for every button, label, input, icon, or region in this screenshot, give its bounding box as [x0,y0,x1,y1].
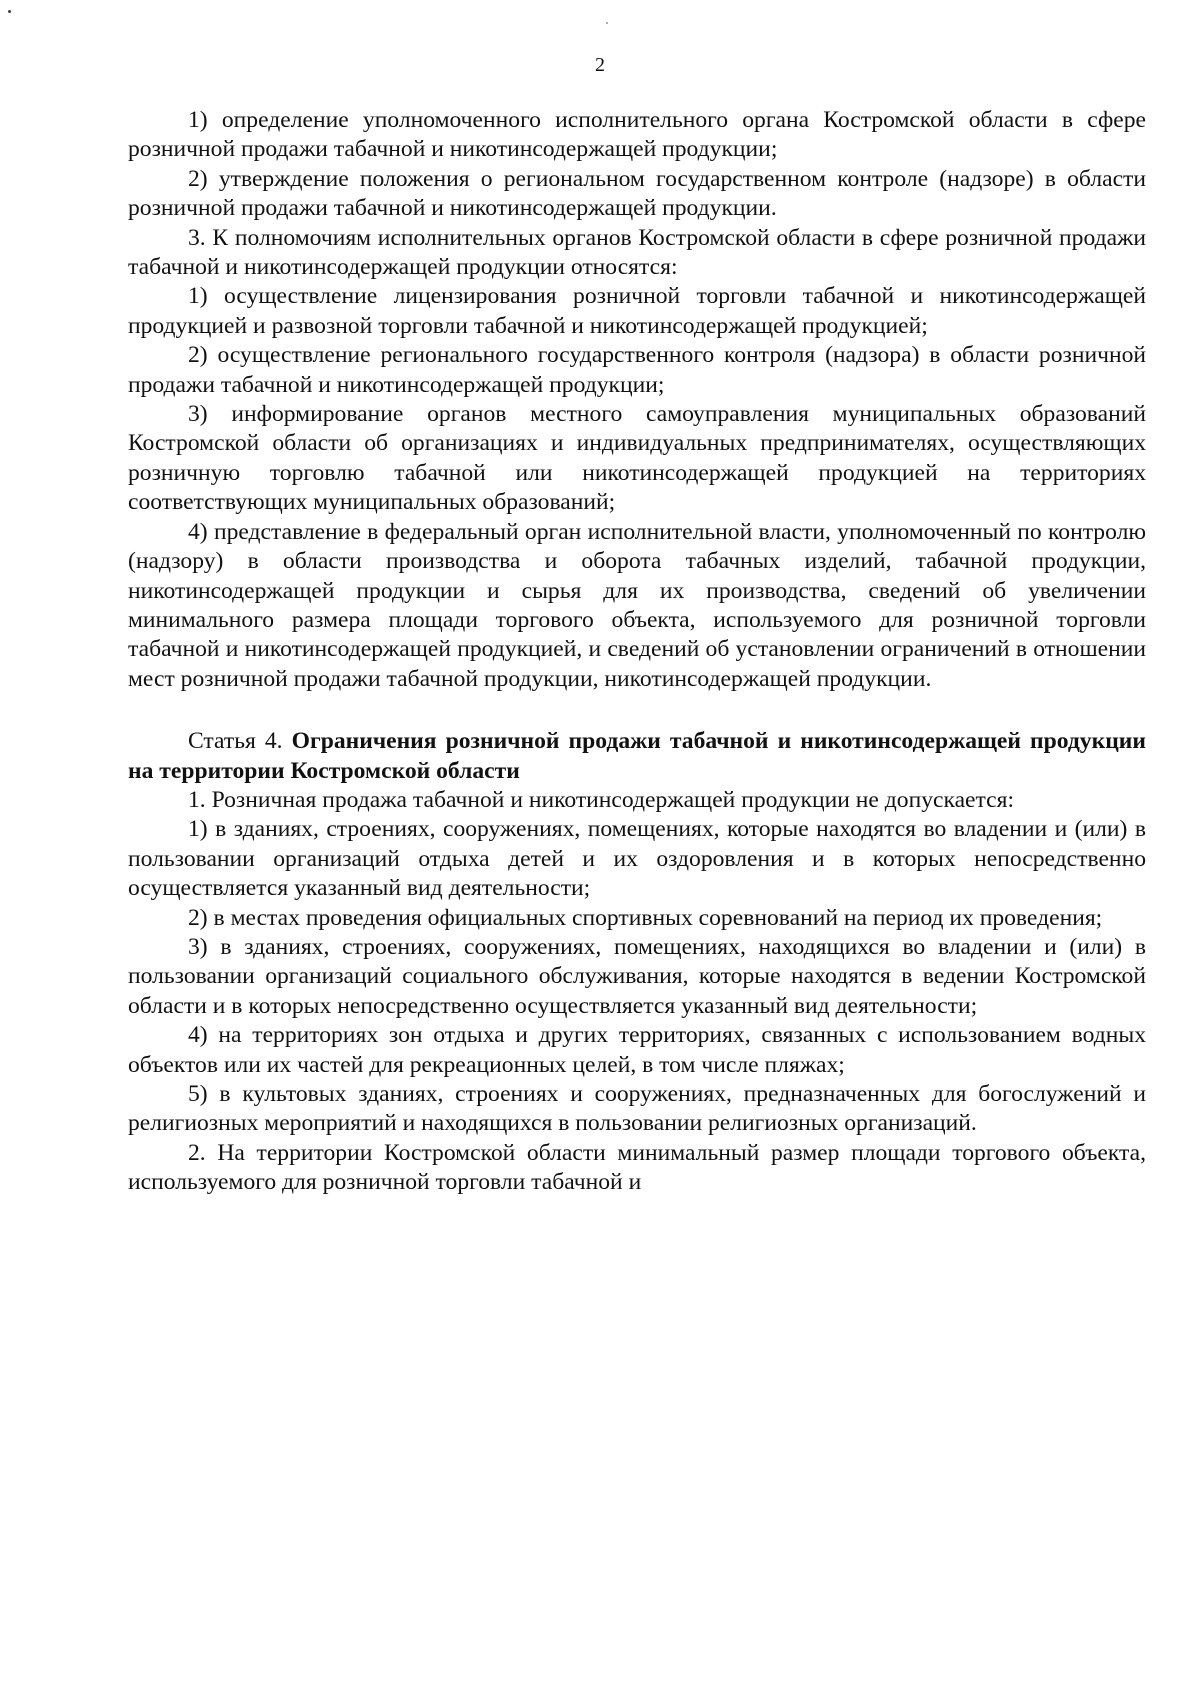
paragraph: 1) в зданиях, строениях, сооружениях, помещениях, которые находятся во владении и (или) в пользовании организаций отдыха детей и их оздоровления и в которых непосредственно осуществляется указанный вид деятельности; [128,816,1146,902]
paragraph: 3) информирование органов местного самоуправления муниципальных образований Костромской области об организациях и индивидуальных предпринимателях, осуществляющих розничную торговлю табачной или никотинсодержащей продукцией на территориях соответствующих муниципальных образований; [128,401,1146,516]
paragraph: 5) в культовых зданиях, строениях и сооружениях, предназначенных для богослужений и религиозных мероприятий и находящихся в пользовании религиозных организаций. [128,1081,1146,1137]
paragraph: 2) осуществление регионального государственного контроля (надзора) в области розничной продажи табачной и никотинсодержащей продукции; [128,342,1146,398]
article-heading [128,727,1146,786]
paragraph: 2) утверждение положения о региональном государственном контроле (надзоре) в области розничной продажи табачной и никотинсодержащей продукции. [128,165,1146,222]
paragraph: 1) определение уполномоченного исполнительного органа Костромской области в сфере розничной продажи табачной и никотинсодержащей продукции; [128,107,1146,163]
paragraph: 3. К полномочиям исполнительных органов Костромской области в сфере розничной продажи табачной и никотинсодержащей продукции относятся: [128,224,1146,281]
document-body [128,106,1146,1198]
paragraph: 1) осуществление лицензирования розничной торговли табачной и никотинсодержащей продукцией и развозной торговли табачной и никотинсодержащей продукцией; [128,283,1146,339]
scan-speck [606,22,608,24]
paragraph: 4) на территориях зон отдыха и других территориях, связанных с использованием водных объектов или их частей для рекреационных целей, в том числе пляжах; [128,1022,1146,1078]
paragraph: 3) в зданиях, строениях, сооружениях, помещениях, находящихся во владении и (или) в пользовании организаций социального обслуживания, которые находятся в ведении Костромской области и в которых непосредственно осуществляется указанный вид деятельности; [128,933,1146,1019]
paragraph: 2. На территории Костромской области минимальный размер площади торгового объекта, используемого для розничной торговли табачной и [128,1139,1146,1196]
paragraph: 4) представление в федеральный орган исполнительной власти, уполномоченный по контролю (надзору) в области производства и оборота табачных изделий, табачной продукции, никотинсодержащей продукции и сырья для их производства, сведений об увеличении минимального размера площади торгового объекта, используемого для розничной торговли табачной и никотинсодержащей продукцией, и сведений об установлении ограничений в отношении мест розничной продажи табачной продукции, никотинсодержащей продукции. [128,518,1146,692]
paragraph: 1. Розничная продажа табачной и никотинсодержащей продукции не допускается: [188,786,1015,813]
page-number: 2 [595,54,605,76]
paragraph: 2) в местах проведения официальных спортивных соревнований на период их проведения; [188,904,1103,931]
scan-speck [8,10,11,13]
article-title: Ограничения розничной продажи табачной и никотинсодержащей продукции на территории Костромской области [128,728,1146,784]
article-prefix: Статья 4. [188,728,292,755]
